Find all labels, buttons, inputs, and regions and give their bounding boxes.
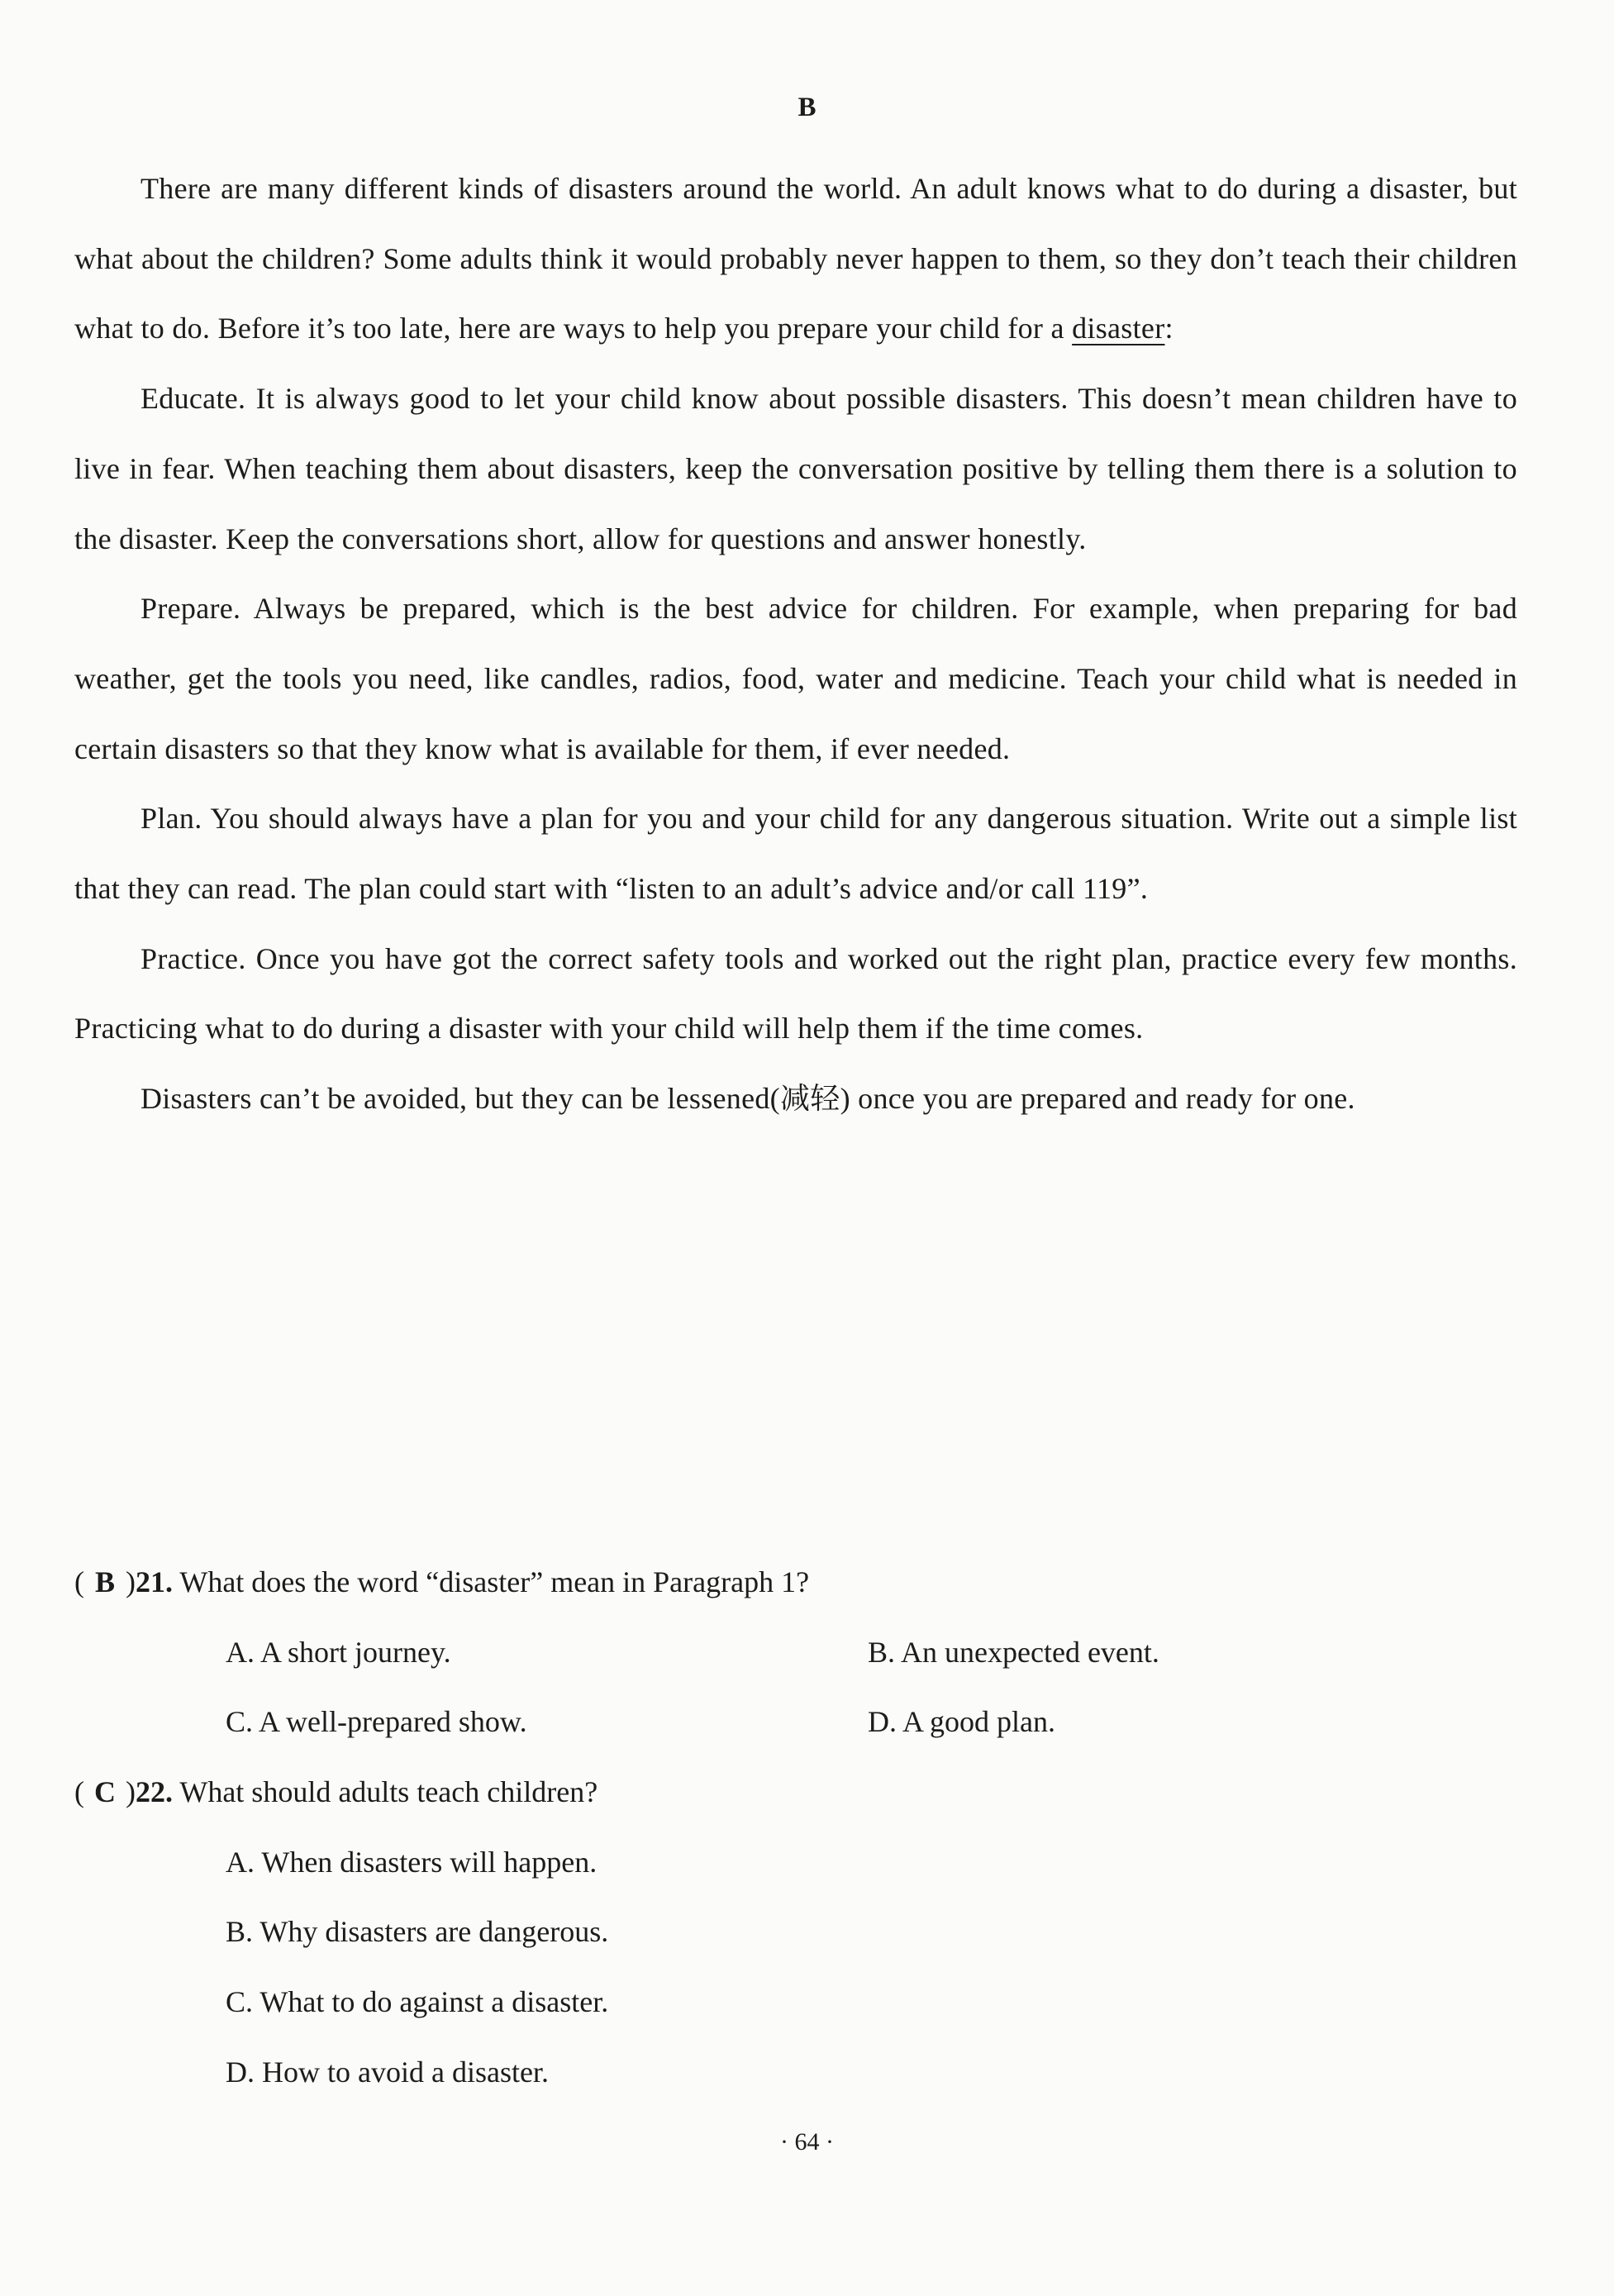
option-c: C. What to do against a disaster.	[226, 1985, 609, 2019]
answer-paren-open: (	[74, 1775, 84, 1809]
underlined-word-disaster: disaster	[1072, 312, 1165, 345]
options-row-cd	[74, 1687, 1517, 1757]
question-number: 21.	[136, 1565, 173, 1598]
paragraph-educate: Educate. It is always good to let your child know about possible disasters. This doesn’t mean children have to live in fear. When teaching them about disasters, keep the conversation positive by telling them there is a solution to the disaster. Keep the conversations short, allow for questions and answer honestly.	[74, 382, 1517, 555]
option-a: A. A short journey.	[226, 1635, 451, 1669]
paragraph-prepare: Prepare. Always be prepared, which is the best advice for children. For example, when preparing for bad weather, get the tools you need, like candles, radios, food, water and medicine. Teach your child what is needed in certain disasters so that they know what is available for them, if ever needed.	[74, 592, 1517, 765]
answer-paren-close: )	[126, 1565, 136, 1598]
paragraph-practice: Practice. Once you have got the correct safety tools and worked out the right plan, practice every few months. Practicing what to do during a disaster with your child will help them if the time comes.	[74, 941, 1517, 1046]
answer-letter: C	[94, 1775, 116, 1809]
question-list	[74, 1547, 1517, 2108]
paragraph-1-text: There are many different kinds of disasters around the world. An adult knows what to do during a disaster, but what about the children? Some adults think it would probably never happen to them, so they don’t teach their children what to do. Before it’s too late, here are ways to help you prepare your child for a	[74, 172, 1517, 345]
question-text: What does the word “disaster” mean in Paragraph 1?	[173, 1565, 810, 1598]
option-d: D. How to avoid a disaster.	[226, 2055, 549, 2089]
option-c: C. A well-prepared show.	[226, 1705, 527, 1739]
option-row-c	[74, 1967, 1517, 2037]
option-d: D. A good plan.	[868, 1705, 1056, 1739]
option-b: B. Why disasters are dangerous.	[226, 1915, 609, 1949]
option-row-a	[74, 1827, 1517, 1898]
option-row-b	[74, 1897, 1517, 1967]
option-a: A. When disasters will happen.	[226, 1845, 598, 1879]
options-row-ab	[74, 1617, 1517, 1688]
question-21	[74, 1547, 1517, 1617]
question-22	[74, 1757, 1517, 1827]
question-number: 22.	[136, 1775, 173, 1809]
question-text: What should adults teach children?	[173, 1775, 598, 1809]
paragraph-plan: Plan. You should always have a plan for you and your child for any dangerous situation. Write out a simple list that they can read. The plan could start with “listen to an adult’s advice and/or call 119”.	[74, 802, 1517, 906]
paragraph-1	[74, 154, 1517, 364]
answer-paren-close: )	[126, 1775, 136, 1809]
reading-passage	[74, 154, 1517, 1134]
section-heading: B	[797, 93, 817, 122]
answer-paren-open: (	[74, 1565, 84, 1598]
page-number: · 64 ·	[780, 2128, 834, 2155]
answer-letter: B	[94, 1565, 115, 1598]
option-b: B. An unexpected event.	[868, 1635, 1159, 1669]
paragraph-conclusion: Disasters can’t be avoided, but they can be lessened(减轻) once you are prepared and ready for one.	[140, 1082, 1355, 1116]
option-row-d	[74, 2037, 1517, 2108]
paragraph-1-colon: :	[1164, 312, 1174, 345]
